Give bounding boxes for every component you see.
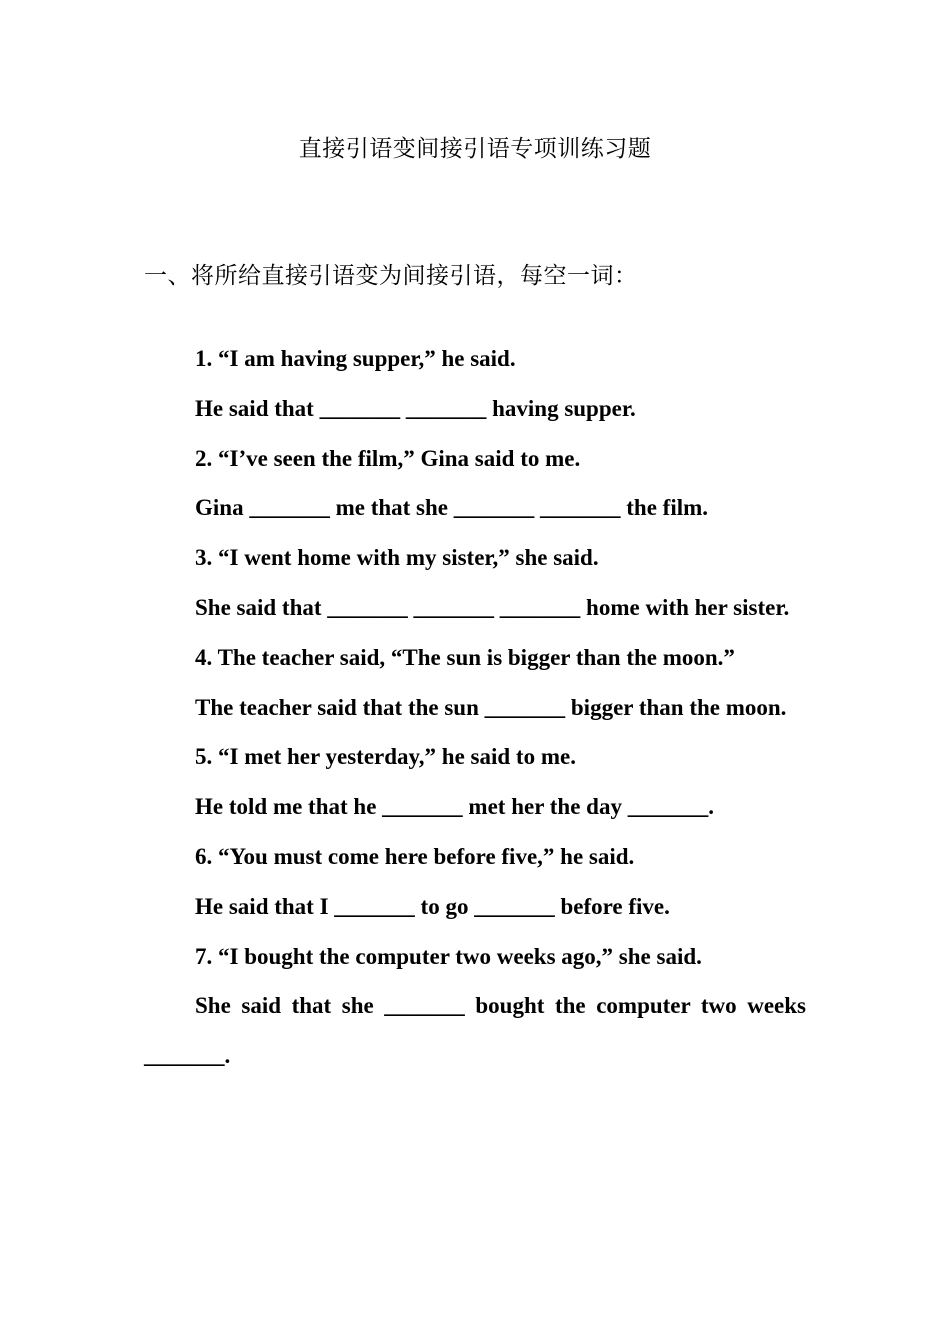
question-7-answer: She said that she _______ bought the computer two weeks _______. xyxy=(144,993,806,1069)
question-1-answer: He said that _______ _______ having supper. xyxy=(195,395,636,421)
question-2-answer: Gina _______ me that she _______ _______ the film. xyxy=(195,495,709,521)
question-list xyxy=(144,334,806,1081)
question-4-answer: The teacher said that the sun _______ bigger than the moon. xyxy=(195,694,787,720)
question-5-answer: He told me that he _______ met her the day _______. xyxy=(195,794,714,820)
page-title: 直接引语变间接引语专项训练习题 xyxy=(298,136,652,162)
question-3-prompt: 3. “I went home with my sister,” she said. xyxy=(195,545,599,571)
question-7-prompt: 7. “I bought the computer two weeks ago,” she said. xyxy=(195,943,702,969)
question-3-answer: She said that _______ _______ _______ home with her sister. xyxy=(195,594,790,620)
section-heading: 一、将所给直接引语变为间接引语，每空一词： xyxy=(144,263,638,289)
question-1-prompt: 1. “I am having supper,” he said. xyxy=(195,346,516,371)
question-4-prompt: 4. The teacher said, “The sun is bigger than the moon.” xyxy=(195,644,735,670)
question-6-prompt: 6. “You must come here before five,” he said. xyxy=(195,843,635,869)
question-2-prompt: 2. “I’ve seen the film,” Gina said to me. xyxy=(195,445,581,471)
question-6-answer: He said that I _______ to go _______ before five. xyxy=(195,893,670,919)
question-5-prompt: 5. “I met her yesterday,” he said to me. xyxy=(195,744,576,770)
